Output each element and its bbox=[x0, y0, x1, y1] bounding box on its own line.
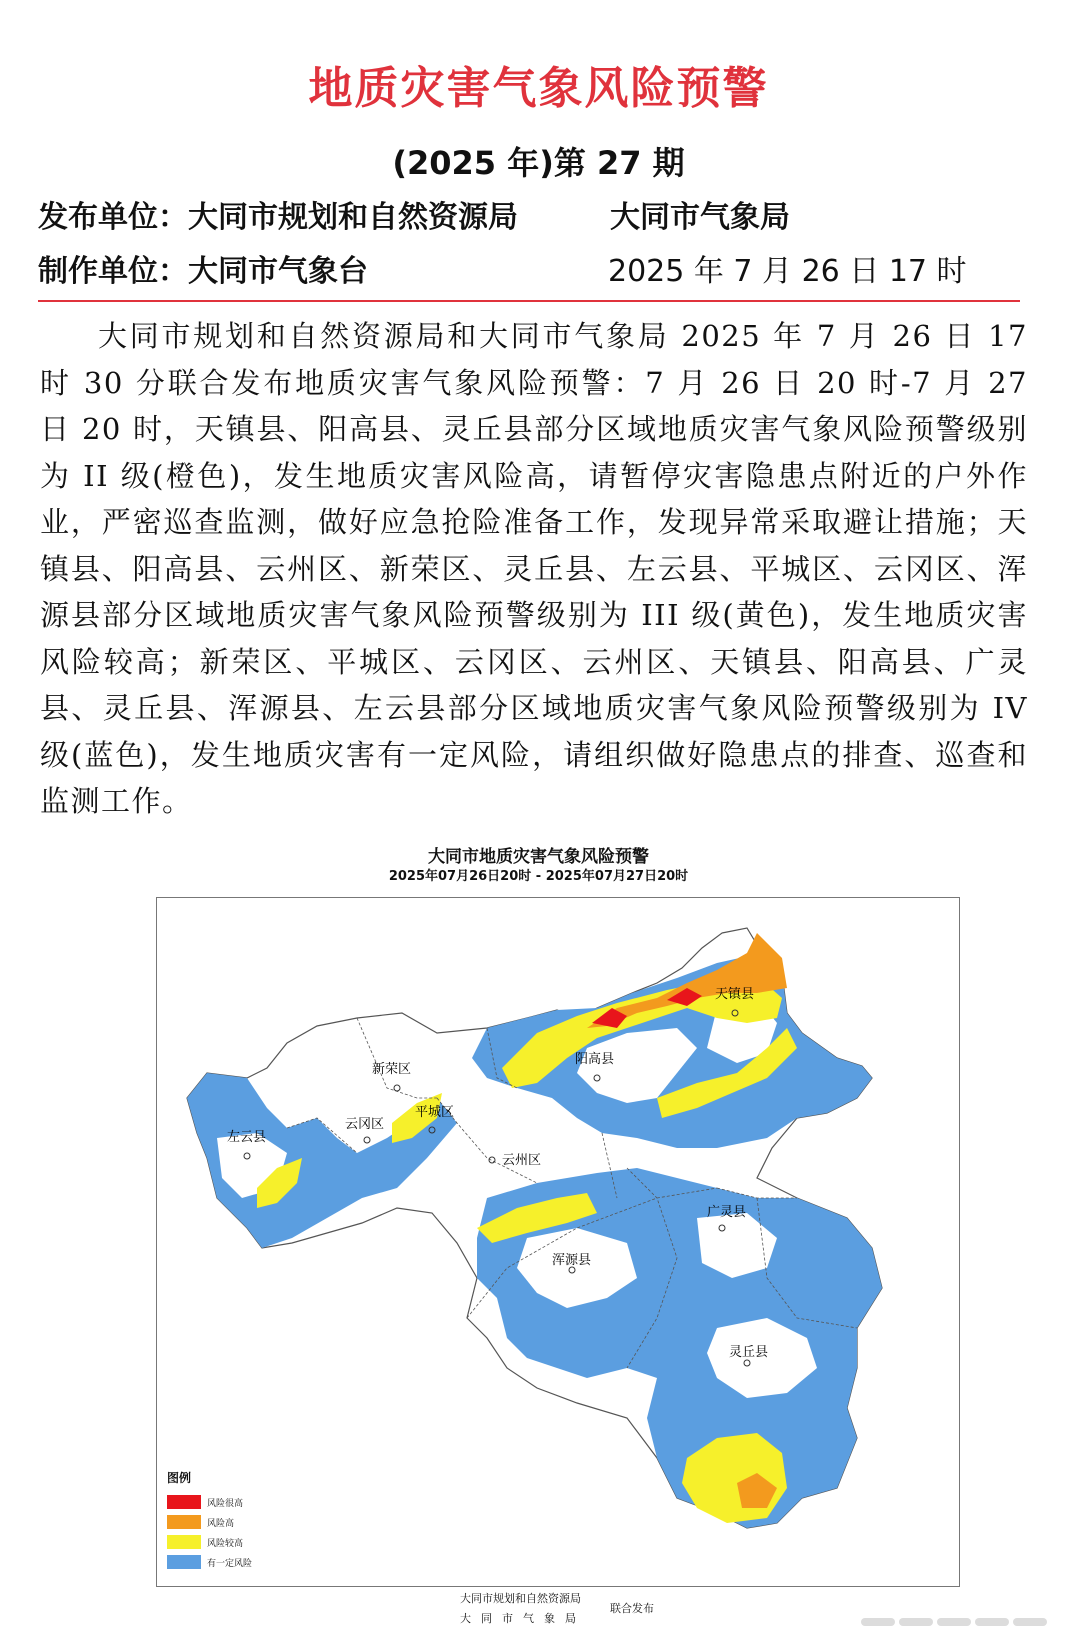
map-legend bbox=[167, 1469, 252, 1572]
legend-label: 风险很高 bbox=[207, 1498, 244, 1509]
label-guangling: 广灵县 bbox=[707, 1205, 747, 1220]
risk-map bbox=[156, 897, 960, 1587]
legend-swatch bbox=[167, 1495, 201, 1509]
label-xinrong: 新荣区 bbox=[372, 1062, 412, 1077]
label-hunyuan: 浑源县 bbox=[552, 1253, 592, 1268]
legend-label: 风险较高 bbox=[207, 1538, 244, 1549]
map-period: 2025年07月26日20时 - 2025年07月27日20时 bbox=[388, 869, 689, 884]
label-yunzhou: 云州区 bbox=[502, 1153, 542, 1168]
watermark-bar bbox=[861, 1618, 895, 1626]
watermark-bar bbox=[899, 1618, 933, 1626]
legend-label: 有一定风险 bbox=[207, 1558, 253, 1569]
publisher-second: 大同市气象局 bbox=[610, 200, 790, 235]
legend-label: 风险高 bbox=[207, 1518, 235, 1529]
publisher-line bbox=[38, 192, 790, 236]
header-divider bbox=[38, 300, 1020, 302]
legend-item-very-high bbox=[167, 1492, 252, 1512]
map-title: 大同市地质灾害气象风险预警 bbox=[428, 847, 649, 867]
watermark-bar bbox=[1013, 1618, 1047, 1626]
map-footer bbox=[460, 1590, 654, 1626]
legend-item-relatively-high bbox=[167, 1532, 252, 1552]
label-yanggao: 阳高县 bbox=[575, 1052, 615, 1067]
legend-item-some bbox=[167, 1552, 252, 1572]
watermark bbox=[861, 1618, 1047, 1626]
label-zuoyun: 左云县 bbox=[227, 1130, 267, 1145]
label-lingqiu: 灵丘县 bbox=[729, 1345, 769, 1360]
watermark-bar bbox=[975, 1618, 1009, 1626]
publisher-label: 发布单位：大同市规划和自然资源局 bbox=[38, 200, 518, 235]
issue-number: (2025 年)第 27 期 bbox=[392, 144, 685, 182]
footer-org-2: 大同市气象局 bbox=[460, 1612, 586, 1625]
legend-swatch bbox=[167, 1555, 201, 1569]
document-title: 地质灾害气象风险预警 bbox=[308, 63, 769, 114]
legend-swatch bbox=[167, 1535, 201, 1549]
label-tianzhen: 天镇县 bbox=[715, 987, 755, 1002]
issue-datetime: 2025 年 7 月 26 日 17 时 bbox=[608, 254, 967, 289]
legend-item-high bbox=[167, 1512, 252, 1532]
maker-label: 制作单位：大同市气象台 bbox=[38, 254, 368, 289]
legend-title: 图例 bbox=[167, 1471, 192, 1485]
watermark-bar bbox=[937, 1618, 971, 1626]
risk-map-svg bbox=[157, 898, 959, 1586]
label-pingcheng: 平城区 bbox=[415, 1105, 455, 1120]
label-yungang: 云冈区 bbox=[345, 1117, 385, 1132]
footer-joint: 联合发布 bbox=[610, 1602, 654, 1615]
maker-line bbox=[38, 246, 967, 290]
legend-swatch bbox=[167, 1515, 201, 1529]
warning-paragraph: 大同市规划和自然资源局和大同市气象局 2025 年 7 月 26 日 17 时 30 分联合发布地质灾害气象风险预警：7 月 26 日 20 时-7 月 27 日 20 时，天镇县、阳高县、灵丘县部分区域地质灾害气象风险预警级别为 II 级(橙色)，发生地质灾害风险高，请暂停灾害隐患点附近的户外作业，严密巡查监测，做好应急抢险准备工作，发现异常采取避让措施；天镇县、阳高县、云州区、新荣区、灵丘县、左云县、平城区、云冈区、浑源县部分区域地质灾害气象风险预警级别为 III 级(黄色)，发生地质灾害风险较高；新荣区、平城区、云冈区、云州区、天镇县、阳高县、广灵县、灵丘县、浑源县、左云县部分区域地质灾害气象风险预警级别为 IV 级(蓝色)，发生地质灾害有一定风险，请组织做好隐患点的排查、巡查和监测工作。 bbox=[40, 319, 1028, 818]
footer-org-1: 大同市规划和自然资源局 bbox=[460, 1592, 581, 1605]
